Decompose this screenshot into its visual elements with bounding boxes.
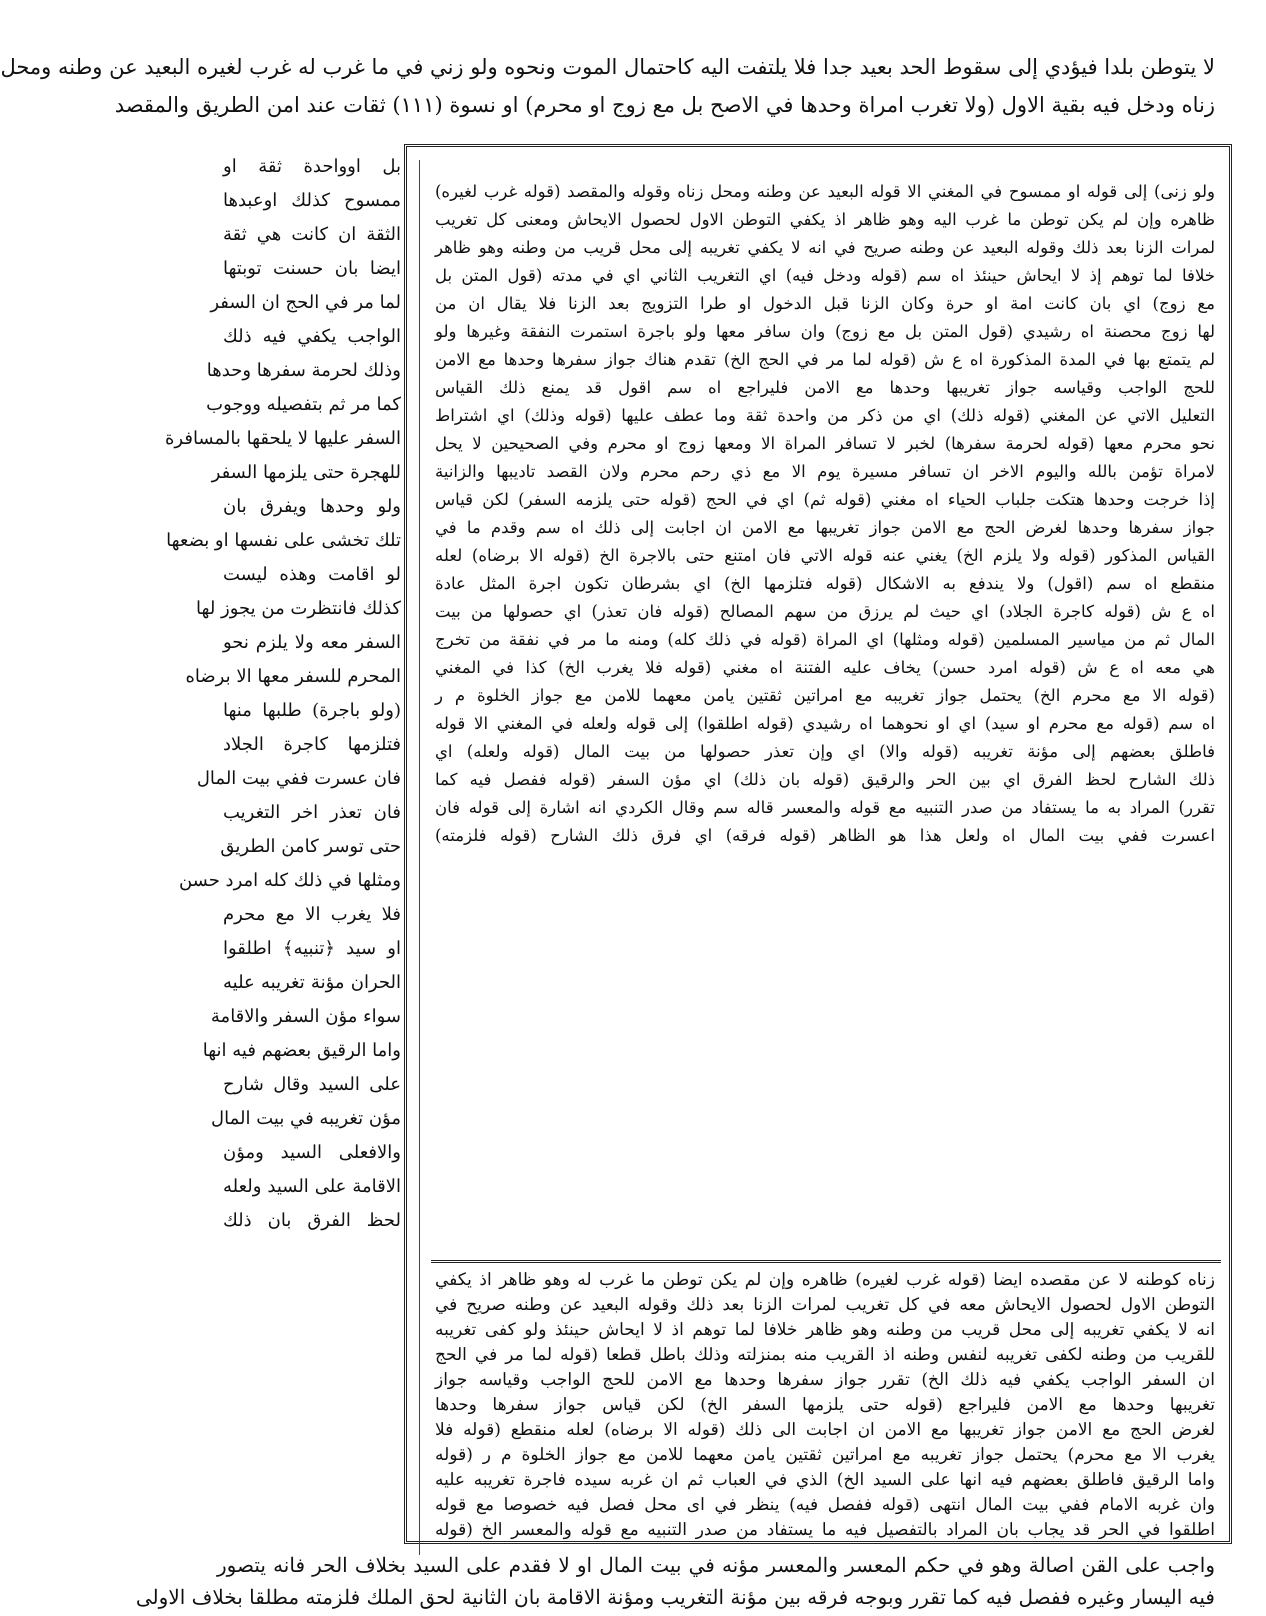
commentary-line: لها زوج محصنة اه رشيدي (قول المتن بل مع زوج) وان سافر معها ولو باجرة استمرت النفقة وغيرها ولو: [435, 322, 1215, 341]
commentary-line: خلافا لما توهم إذ لا ايحاش حينئذ اه سم (قوله ودخل فيه) اي التغريب الثاني اي في مدته (قول المتن بل: [435, 266, 1215, 285]
second-commentary-line: للقريب من وطنه لكفى تغريبه لنفس وطنه اذ القريب منه بمنزلته وذلك باطل قطعا (قوله لما مر في الحج: [435, 1345, 1215, 1365]
second-commentary-line: لغرض الحج مع الامن جواز تغريبها مع الامن ان اجابت الى ذلك (قوله الا برضاه) لعله منقطع (قوله فلا: [435, 1420, 1215, 1440]
second-commentary-line: اطلقوا في الحر قد يجاب بان المراد بالتفصيل فيه ما يستفاد من صدر التنبيه مع قوله والمعسر الخ (قوله: [435, 1520, 1215, 1540]
side-text-line: تلك تخشى على نفسها او بضعها: [166, 530, 401, 551]
commentary-line: لمرات الزنا بعد ذلك وقوله البعيد عن وطنه صريح في انه لا يكفي تغريبه إلى محل قريب من وطنه وهو ظاهر: [435, 238, 1215, 257]
side-text-line: واما الرقيق بعضهم فيه انها: [202, 1040, 401, 1061]
side-text-line: بل اوواحدة ثقة او: [223, 156, 401, 177]
side-text-line: المحرم للسفر معها الا برضاه: [185, 666, 401, 687]
commentary-line: نحو محرم معها (قوله لحرمة سفرها) لخبر لا تسافر المراة الا ومعها زوج او محرم وفي الصحيحين لا يحل: [435, 434, 1215, 453]
column-divider: [419, 160, 420, 1555]
commentary-separator: [431, 1260, 1221, 1263]
side-text-line: على السيد وقال شارح: [223, 1074, 401, 1095]
side-text-line: كما مر ثم بتفصيله ووجوب: [206, 394, 401, 415]
side-text-line: (ولو باجرة) طلبها منها: [223, 700, 401, 721]
side-text-line: السفر عليها لا يلحقها بالمسافرة: [164, 428, 401, 449]
commentary-line: إذا خرجت وحدها هتكت جلباب الحياء اه مغني (قوله ثم) اي في الحج (قوله حتى يلزمه السفر) لكن قياس: [435, 490, 1215, 509]
second-commentary-line: زناه كوطنه لا عن مقصده ايضا (قوله غرب لغيره) ظاهره وإن لم يكن توطن ما غرب له وهو ظاهر اذ يكفي: [435, 1270, 1215, 1290]
commentary-line: اه سم (قوله مع محرم او سيد) اي او نحوهما اه رشيدي (قوله اطلقوا) إلى قوله ولعله في المغني الا قوله: [435, 714, 1215, 733]
commentary-line: هي معه اه ع ش (قوله امرد حسن) يخاف عليه الفتنة اه مغني (قوله فلا يغرب الخ) كذا في المغني: [435, 658, 1215, 677]
header-line-1: لا يتوطن بلدا فيؤدي إلى سقوط الحد بعيد جدا فلا يلتفت اليه كاحتمال الموت ونحوه ولو زني في ما غرب له غرب لغيره البعيد عن وطنه ومحل: [0, 55, 1215, 79]
second-commentary-line: وان غربه الامام ففي بيت المال انتهى (قوله ففصل فيه) ينظر في اى محل فصل فيه خصوصا مع قوله: [435, 1495, 1215, 1515]
side-text-line: الاقامة على السيد ولعله: [223, 1176, 401, 1197]
commentary-line: المال ثم من مياسير المسلمين (قوله ومثلها) اي المراة (قوله في ذلك كله) ومنه ما مر في نفقة من تخرج: [435, 630, 1215, 649]
commentary-line: جواز سفرها وحدها لغرض الحج مع الامن جواز تغريبها مع الامن ان اجابت إلى ذلك اه سم وقدم ما في: [435, 518, 1215, 537]
side-text-line: للهجرة حتى يلزمها السفر: [211, 462, 401, 483]
commentary-line: التعليل الاتي عن المغني (قوله ذلك) اي من ذكر من واحدة ثقة وما عطف عليها (قوله وذلك) اي اشتراط: [435, 406, 1215, 425]
commentary-line: القياس المذكور (قوله ولا يلزم الخ) يغني عنه قوله الاتي فان امتنع حتى بالاجرة الخ (قوله الا برضاه) لعله: [435, 546, 1215, 565]
side-text-line: كذلك فانتظرت من يجوز لها: [196, 598, 401, 619]
side-text-line: السفر معه ولا يلزم نحو: [223, 632, 401, 653]
second-commentary-line: ان السفر الواجب يكفي فيه ذلك الخ) تقرر جواز سفرها وحدها مع الامن للحج الواجب وقياسه جواز: [435, 1370, 1215, 1390]
commentary-line: للحج الواجب وقياسه جواز تغريبها وحدها مع الامن فليراجع اه سم اقول قد يمنع ذلك القياس: [435, 378, 1215, 397]
commentary-line: ظاهره وإن لم يكن توطن ما غرب اليه وهو ظاهر اذ يكفي التوطن الاول لحصول الايحاش ومعنى كل تغريب: [435, 210, 1215, 229]
side-text-line: لحظ الفرق بان ذلك: [223, 1210, 401, 1231]
side-text-line: فان تعذر اخر التغريب: [223, 802, 401, 823]
commentary-line: لم يتمتع بها في المدة المذكورة اه ع ش (قوله لما مر في الحج الخ) تقدم هناك جواز سفرها وحدها مع الامن: [435, 350, 1215, 369]
side-text-line: الواجب يكفي فيه ذلك: [223, 326, 401, 347]
commentary-line: منقطع اه سم (اقول) ولا يندفع به الاشكال (قوله فتلزمها الخ) اي بشرطان تكون اجرة المثل عادة: [435, 574, 1215, 593]
commentary-line: تقرر) المراد به ما يستفاد من صدر التنبيه مع قوله والمعسر قاله سم وقال الكردي انه اشارة إلى قوله فان: [435, 798, 1215, 817]
commentary-line: مع زوج) اي بان كانت امة او حرة وكان الزنا قبل الدخول او طرا التزويج بعد الزنا فلا يقال ان من: [435, 294, 1215, 313]
footer-line-2: فيه اليسار وغيره ففصل فيه كما تقرر وبوجه فرقه بين مؤنة التغريب ومؤنة الاقامة بان الثانية لحق الملك فلزمته مطلقا بخلاف الاولى: [135, 1585, 1215, 1609]
footer-line-1b: واجب على القن اصالة وهو في حكم المعسر والمعسر مؤنه في بيت المال او لا فقدم على السيد بخلاف الحر فانه يتصور: [217, 1553, 1215, 1577]
commentary-line: ذلك الشارح لحظ الفرق اي بين الحر والرقيق (قوله بان ذلك) اي مؤن السفر (قوله ففصل فيه كما: [435, 770, 1215, 789]
commentary-line: ولو زنى) إلى قوله او ممسوح في المغني الا قوله البعيد عن وطنه ومحل زناه وقوله والمقصد (قوله غرب لغيره): [435, 182, 1215, 201]
side-text-line: حتى توسر كامن الطريق: [220, 836, 401, 857]
commentary-line: لامراة تؤمن بالله واليوم الاخر ان تسافر مسيرة يوم الا مع ذي رحم محرم ولان القصد تاديبها والزانية: [435, 462, 1215, 481]
side-text-line: فتلزمها كاجرة الجلاد: [223, 734, 401, 755]
side-text-line: فان عسرت ففي بيت المال: [196, 768, 401, 789]
second-commentary-line: واما الرقيق فاطلق بعضهم فيه انها على السيد الخ) الذي في العباب ثم ان غربه سيده فاجرة تغريبه عليه: [435, 1470, 1215, 1490]
second-commentary-line: انه لا يكفي تغريبه إلى محل قريب من وطنه وهو ظاهر خلافا لما توهم اذ لا ايحاش حينئذ ولو كفى تغريبه: [435, 1320, 1215, 1340]
side-text-line: لو اقامت وهذه ليست: [223, 564, 401, 585]
commentary-line: فاطلق بعضهم إلى مؤنة تغريبه (قوله والا) اي وإن تعذر حصولها من بيت المال (قوله ولعله) اي: [435, 742, 1215, 761]
side-text-line: ومثلها في ذلك كله امرد حسن: [178, 870, 401, 891]
side-text-line: وذلك لحرمة سفرها وحدها: [206, 360, 401, 381]
side-text-line: ممسوح كذلك اوعبدها: [223, 190, 401, 211]
side-text-line: او سيد ﴿تنبيه﴾ اطلقوا: [223, 938, 401, 959]
side-text-line: الثقة ان كانت هي ثقة: [223, 224, 401, 245]
commentary-line: (قوله الا مع محرم الخ) يحتمل جواز تغريبه مع امراتين ثقتين يامن معهما للامن مع جواز الخلوة م ر: [435, 686, 1215, 705]
side-text-line: لما مر في الحج ان السفر: [210, 292, 401, 313]
side-text-line: ايضا بان حسنت توبتها: [223, 258, 401, 279]
header-line-2: زناه ودخل فيه بقية الاول (ولا تغرب امراة وحدها في الاصح بل مع زوج او محرم) او نسوة (١١١) ثقات عند امن الطريق والمقصد: [114, 93, 1215, 117]
side-text-line: الحران مؤنة تغريبه عليه: [223, 972, 401, 993]
commentary-line: اه ع ش (قوله كاجرة الجلاد) اي حيث لم يرزق من سهم المصالح (قوله فان تعذر) اي حصولها من بيت: [435, 602, 1215, 621]
side-text-line: ولو وحدها ويفرق بان: [223, 496, 401, 517]
second-commentary-line: يغرب الا مع محرم) يحتمل جواز تغريبه مع امراتين ثقتين يامن معهما للامن مع جواز الخلوة م ر (قوله: [435, 1445, 1215, 1465]
second-commentary-line: تغريبها وحدها مع الامن فليراجع (قوله حتى يلزمها السفر الخ) لكن قياس جواز سفرها وحدها: [435, 1395, 1215, 1415]
commentary-line: اعسرت ففي بيت المال اه ولعل هذا هو الظاهر (قوله فرقه) اي فرق ذلك الشارح (قوله فلزمته): [435, 826, 1215, 845]
side-text-line: سواء مؤن السفر والاقامة: [210, 1006, 401, 1027]
side-text-line: مؤن تغريبه في بيت المال: [211, 1108, 401, 1129]
side-text-line: والافعلى السيد ومؤن: [223, 1142, 401, 1163]
side-text-line: فلا يغرب الا مع محرم: [223, 904, 401, 925]
second-commentary-line: التوطن الاول لحصول الايحاش معه في كل تغريب لمرات الزنا بعد ذلك وقوله البعيد عن وطنه صريح في: [435, 1295, 1215, 1315]
